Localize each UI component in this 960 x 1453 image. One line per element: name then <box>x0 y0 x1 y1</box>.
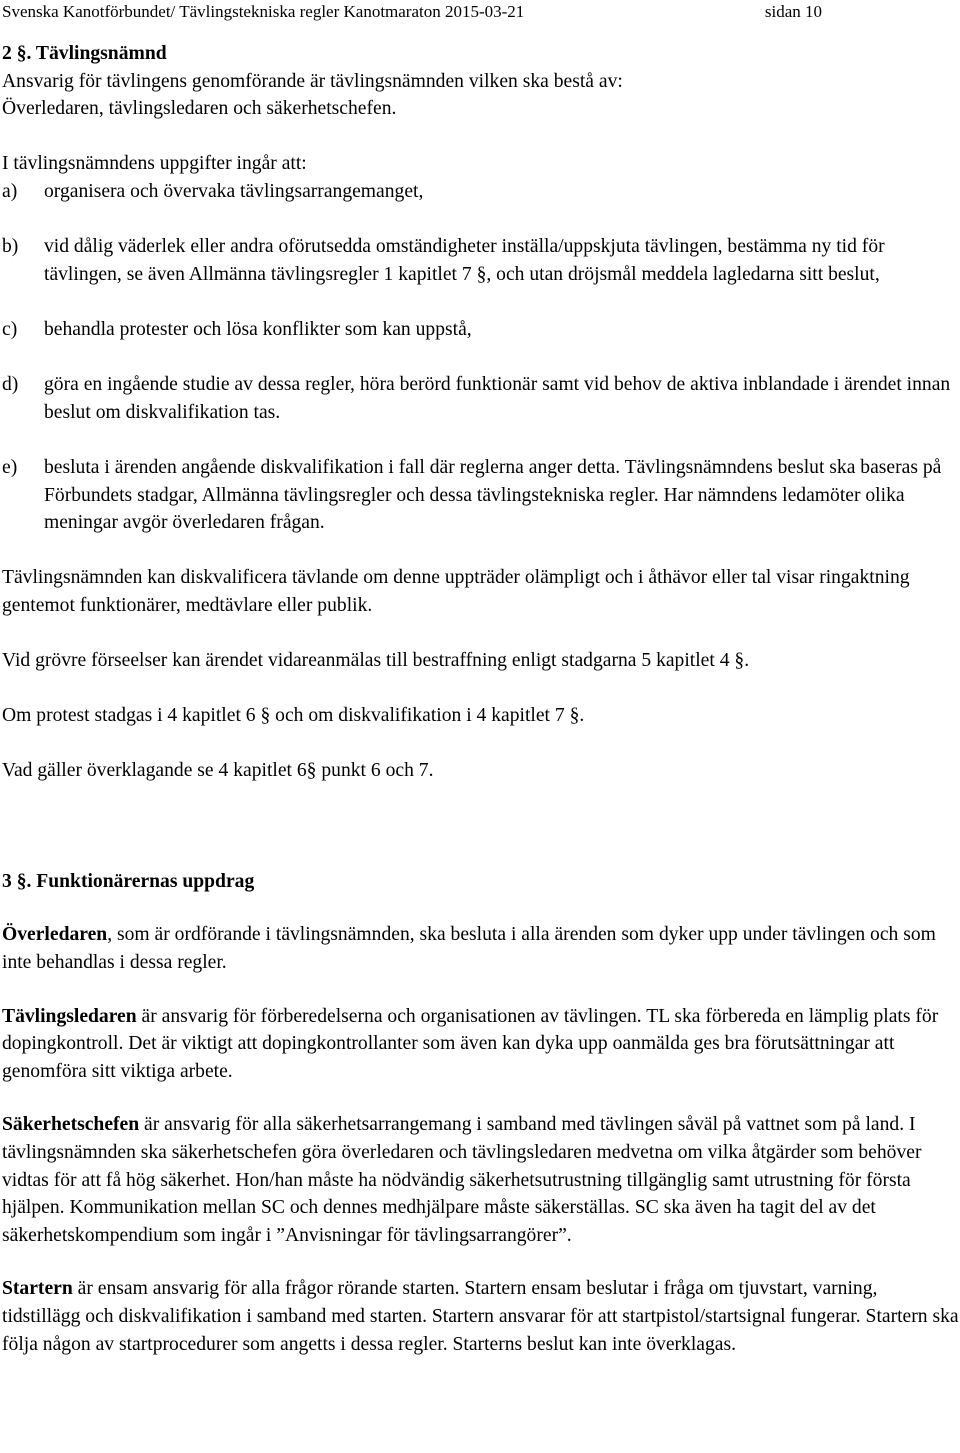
list-item-marker: a) <box>2 180 18 202</box>
list-item-marker: e) <box>2 456 18 478</box>
role-name: Startern <box>2 1278 73 1300</box>
list-item <box>2 371 960 426</box>
role-paragraph <box>2 1003 960 1086</box>
role-text: är ansvarig för förberedelserna och organisationen av tävlingen. TL ska förbereda en lämplig plats för dopingkontroll. Det är viktigt att dopingkontrollanter som även kan dyka upp oanmälda ges bra förutsättningar att genomföra sitt viktiga arbete. <box>2 1005 939 1082</box>
paragraph-appeal: Vad gäller överklagande se 4 kapitlet 6§ punkt 6 och 7. <box>2 760 434 782</box>
paragraph-protest: Om protest stadgas i 4 kapitlet 6 § och om diskvalifikation i 4 kapitlet 7 §. <box>2 705 585 727</box>
list-item-marker: d) <box>2 374 19 396</box>
role-name: Överledaren <box>2 924 108 946</box>
section-2-intro-line-2: Överledaren, tävlingsledaren och säkerhetschefen. <box>2 98 397 120</box>
list-item-text: vid dålig väderlek eller andra oförutsedda omständigheter inställa/uppskjuta tävlingen, bestämma ny tid för tävlingen, se även Allmänna tävlingsregler 1 kapitlet 7 §, och utan dröjsmål meddela lagledarna sitt beslut, <box>44 236 885 285</box>
section-2-intro-line-1: Ansvarig för tävlingens genomförande är tävlingsnämnden vilken ska bestå av: <box>2 70 623 92</box>
tasks-lead: I tävlingsnämndens uppgifter ingår att: <box>2 153 307 175</box>
list-item-text: behandla protester och lösa konflikter som kan uppstå, <box>44 318 472 340</box>
header-title: Svenska Kanotförbundet/ Tävlingstekniska regler Kanotmaraton 2015-03-21 <box>2 2 525 21</box>
document-body <box>2 40 960 1358</box>
list-item <box>2 316 960 344</box>
list-item <box>2 233 960 288</box>
list-item <box>2 178 960 206</box>
role-text: är ansvarig för alla säkerhetsarrangemang i samband med tävlingen såväl på vattnet som på land. I tävlingsnämnden ska säkerhetschefen göra överledaren och tävlingsledaren medvetna om vilka åtgärder som behöver vidtas för att få hög säkerhet. Hon/han måste ha nödvändig säkerhetsutrustning tillgänglig samt utrustning för första hjälpen. Kommunikation mellan SC och dennes medhjälpare måste säkerställas. SC ska även ha tagit del av det säkerhetskompendium som ingår i ”Anvisningar för tävlingsarrangörer”. <box>2 1114 922 1246</box>
role-name: Säkerhetschefen <box>2 1114 140 1136</box>
section-3-heading: 3 §. Funktionärernas uppdrag <box>2 870 255 892</box>
paragraph-report: Vid grövre förseelser kan ärendet vidareanmälas till bestraffning enligt stadgarna 5 kapitlet 4 §. <box>2 650 750 672</box>
role-text: , som är ordförande i tävlingsnämnden, ska besluta i alla ärenden som dyker upp under tävlingen och som inte behandlas i dessa regler. <box>2 924 936 973</box>
list-item <box>2 454 960 537</box>
role-paragraph <box>2 1275 960 1358</box>
paragraph-disqualify: Tävlingsnämnden kan diskvalificera tävlande om denne uppträder olämpligt och i åthävor eller tal visar ringaktning gentemot funktionärer, medtävlare eller publik. <box>2 567 910 616</box>
list-item-marker: c) <box>2 318 18 340</box>
role-paragraph <box>2 1111 960 1249</box>
page-number: sidan 10 <box>764 2 822 21</box>
section-2-heading: 2 §. Tävlingsnämnd <box>2 43 167 64</box>
role-paragraph <box>2 921 960 976</box>
role-text: är ensam ansvarig för alla frågor rörande starten. Startern ensam beslutar i fråga om tjuvstart, varning, tidstillägg och diskvalifikation i samband med starten. Startern ansvarar för att startpistol/startsignal fungerar. Startern ska följa någon av startprocedurer som angetts i dessa regler. Starterns beslut kan inte överklagas. <box>2 1278 959 1355</box>
list-item-marker: b) <box>2 236 19 258</box>
list-item-text: organisera och övervaka tävlingsarrangemanget, <box>44 180 424 202</box>
list-item-text: besluta i ärenden angående diskvalifikation i fall där reglerna anger detta. Tävlingsnämndens beslut ska baseras på Förbundets stadgar, Allmänna tävlingsregler och dessa tävlingstekniska regler. Har nämndens ledamöter olika meningar avgör överledaren frågan. <box>44 456 942 534</box>
list-item-text: göra en ingående studie av dessa regler, höra berörd funktionär samt vid behov de aktiva inblandade i ärendet innan beslut om diskvalifikation tas. <box>44 374 951 423</box>
page-header <box>2 0 950 24</box>
role-name: Tävlingsledaren <box>2 1005 137 1027</box>
